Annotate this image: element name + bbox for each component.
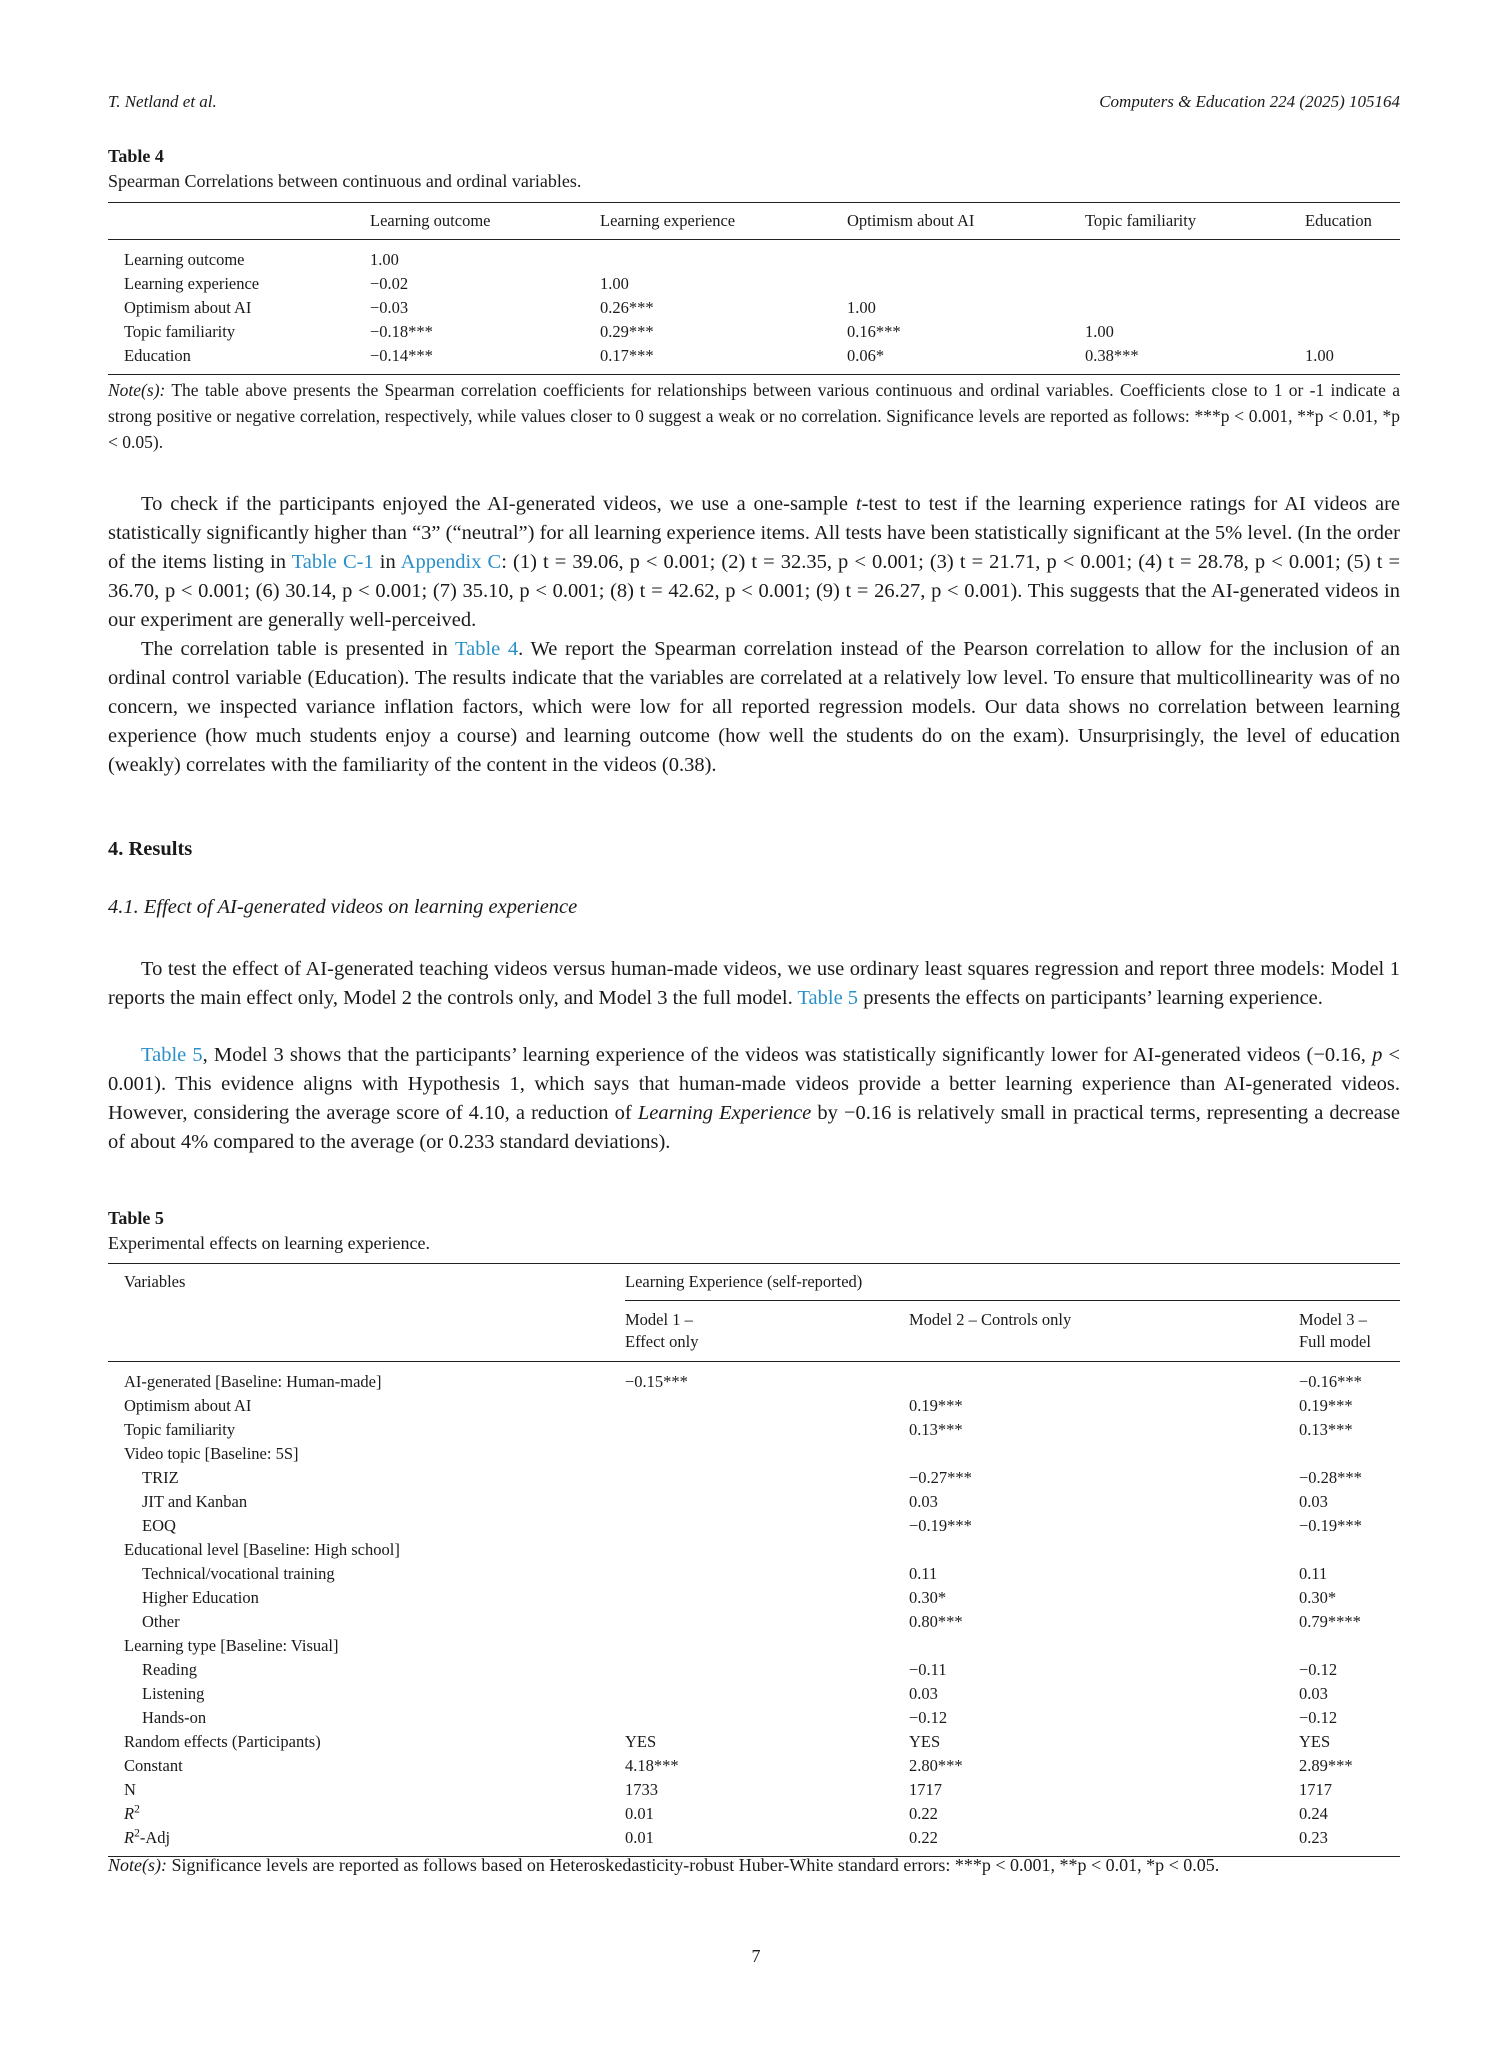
model1-line2: Effect only — [625, 1332, 699, 1351]
running-header — [108, 92, 1400, 112]
link-table5[interactable]: Table 5 — [797, 987, 859, 1009]
table5-cell: YES — [909, 1732, 941, 1751]
subsection-heading: 4.1. Effect of AI-generated videos on learning experience — [108, 896, 578, 918]
table5-cell: YES — [625, 1732, 657, 1751]
table5-row — [108, 1442, 1400, 1466]
model3-line1: Model 3 – — [1299, 1310, 1367, 1329]
table4-corner — [108, 203, 370, 240]
table5-cell — [625, 1394, 909, 1418]
table5-cell: 0.01 — [625, 1828, 654, 1847]
link-appendix-c[interactable]: Appendix C — [400, 551, 502, 573]
table4-note — [108, 377, 1400, 455]
table5-cell: 0.03 — [909, 1492, 938, 1511]
text-run: Learning Experience — [637, 1102, 812, 1124]
table5-cell — [909, 1442, 1299, 1466]
table5-row — [108, 1562, 1400, 1586]
table4-col-header: Optimism about AI — [847, 211, 975, 230]
paragraph-ttest — [108, 490, 1400, 635]
header-journal: Computers & Education 224 (2025) 105164 — [1099, 92, 1400, 111]
link-table-c1[interactable]: Table C-1 — [291, 551, 374, 573]
table5-model1-header — [625, 1301, 909, 1362]
table5-cell: 0.13*** — [909, 1420, 963, 1439]
table4-cell: 1.00 — [1085, 322, 1114, 341]
note-label: Note(s): — [108, 1855, 167, 1875]
table5-note — [108, 1852, 1400, 1879]
table4-cell: 0.17*** — [600, 346, 654, 365]
table5-cell — [909, 1634, 1299, 1658]
table4-cell — [1085, 296, 1305, 320]
table4-cell — [1305, 240, 1400, 273]
table4-cell: 0.16*** — [847, 322, 901, 341]
table4-cell — [1085, 240, 1305, 273]
table5-cell: 0.30* — [1299, 1588, 1337, 1607]
table5-cell: 2.89*** — [1299, 1756, 1353, 1775]
table5-row — [108, 1610, 1400, 1634]
table5-cell: 0.22 — [909, 1828, 938, 1847]
table5-cell: 0.19*** — [1299, 1396, 1353, 1415]
text-run: t — [855, 493, 862, 515]
text-run: To test the effect of AI-generated teaching videos versus human-made videos, we use ordinary least squares regression and report three models: Model 1 reports the main effect only, Model 2 the controls only, and Model 3 the full model. — [108, 958, 1400, 1009]
table5-cell: −0.12 — [909, 1708, 948, 1727]
text-run: , Model 3 shows that the participants’ learning experience of the videos was statistically significantly lower for AI-generated videos (−0.16, — [202, 1044, 1373, 1066]
note-label: Note(s): — [108, 380, 166, 400]
text-run: presents the effects on participants’ learning experience. — [858, 987, 1323, 1009]
table5-row — [108, 1730, 1400, 1754]
table5-row — [108, 1362, 1400, 1395]
paragraph-model3 — [108, 1041, 1400, 1157]
table5-row-label: Educational level [Baseline: High school] — [124, 1540, 400, 1559]
r2-symbol: R — [124, 1828, 135, 1847]
r2-symbol: R — [124, 1804, 135, 1823]
table5-cell: 4.18*** — [625, 1756, 679, 1775]
table5-cell: −0.16*** — [1299, 1372, 1362, 1391]
text-run: To check if the participants enjoyed the AI-generated videos, we use a one-sample — [141, 493, 856, 515]
table4-cell — [1085, 272, 1305, 296]
table4-row-label: Learning experience — [124, 274, 260, 293]
table5-cell — [625, 1562, 909, 1586]
table5-cell: 0.22 — [909, 1804, 938, 1823]
table4-row-label: Learning outcome — [124, 250, 245, 269]
table5-cell: 0.80*** — [909, 1612, 963, 1631]
table5-row — [108, 1778, 1400, 1802]
paragraph-correlation — [108, 635, 1400, 780]
table5-cell: −0.11 — [909, 1660, 947, 1679]
table4-cell — [847, 240, 1085, 273]
text-run: The correlation table is presented in — [141, 638, 456, 660]
page-number: 7 — [751, 1946, 761, 1966]
table5-row-label: Random effects (Participants) — [124, 1732, 321, 1751]
table5-cell: −0.27*** — [909, 1468, 972, 1487]
table5-row — [108, 1514, 1400, 1538]
table5-row-label: Technical/vocational training — [142, 1564, 335, 1583]
table4-row — [108, 272, 1400, 296]
table5-cell: −0.28*** — [1299, 1468, 1362, 1487]
table4-col-header: Learning experience — [600, 211, 736, 230]
table5-cell — [625, 1586, 909, 1610]
table5-cell: 0.19*** — [909, 1396, 963, 1415]
note-text: The table above presents the Spearman correlation coefficients for relationships between various continuous and ordinal variables. Coefficients close to 1 or -1 indicate a strong positive or negative correlation, respectively, while values closer to 0 suggest a weak or no correlation. Significance levels are reported as follows: ***p < 0.001, **p < 0.01, *p < 0.05). — [108, 380, 1400, 452]
r2-exponent: 2 — [134, 1803, 140, 1816]
table5-cell — [625, 1610, 909, 1634]
table5-cell — [625, 1418, 909, 1442]
table5-row-label: Reading — [142, 1660, 197, 1679]
table4-cell — [600, 240, 847, 273]
table5-row — [108, 1634, 1400, 1658]
table4-row — [108, 344, 1400, 375]
model3-line2: Full model — [1299, 1332, 1371, 1351]
text-run: -test to test if the learning experience ratings for AI videos are statistically significantly higher than “3” (“neutral”) for all learning experience items. All tests have been statistically significant at the 5% level. (In the order of the items listing in — [108, 493, 1400, 573]
table5-cell: 0.11 — [909, 1564, 938, 1583]
table4 — [108, 202, 1400, 375]
table5-row — [108, 1418, 1400, 1442]
table5-cell: 0.03 — [1299, 1684, 1328, 1703]
table5-row — [108, 1538, 1400, 1562]
table5-row-label: Other — [142, 1612, 180, 1631]
table4-col-header: Education — [1305, 211, 1372, 230]
table5-row — [108, 1586, 1400, 1610]
table4-row-label: Education — [124, 346, 191, 365]
table4-cell: −0.14*** — [370, 346, 433, 365]
table4-cell: 0.26*** — [600, 298, 654, 317]
table5-cell: −0.12 — [1299, 1660, 1338, 1679]
table4-row — [108, 240, 1400, 273]
table4-cell: 0.38*** — [1085, 346, 1139, 365]
note-text: Significance levels are reported as follows based on Heteroskedasticity-robust Huber-White standard errors: ***p < 0.001, **p < 0.01, *p < 0.05. — [166, 1855, 1220, 1875]
table5-label: Table 5 — [108, 1208, 164, 1228]
table4-cell: 0.06* — [847, 346, 885, 365]
table5-cell: 0.03 — [1299, 1492, 1328, 1511]
table4-cell: −0.18*** — [370, 322, 433, 341]
table4-cell: 1.00 — [847, 298, 876, 317]
table5-cell — [1299, 1442, 1400, 1466]
table5-cell: 0.01 — [625, 1804, 654, 1823]
text-run: < 0.001). This evidence aligns with Hypothesis 1, which says that human-made videos provide a better learning experience than AI-generated videos. However, considering the average score of 4.10, a reduction of — [108, 1044, 1401, 1124]
table5-cell — [625, 1682, 909, 1706]
table5-cell: 2.80*** — [909, 1756, 963, 1775]
section-heading: 4. Results — [108, 838, 193, 860]
table5-row — [108, 1754, 1400, 1778]
table5-header-row — [108, 1264, 1400, 1301]
table5-cell — [625, 1634, 909, 1658]
table5-cell: 1733 — [625, 1780, 658, 1799]
table5-cell: 0.30* — [909, 1588, 947, 1607]
table5-cell — [909, 1538, 1299, 1562]
table5-cell: 0.13*** — [1299, 1420, 1353, 1439]
table5-cell: 0.11 — [1299, 1564, 1328, 1583]
table5-row-label: Listening — [142, 1684, 205, 1703]
table5-row — [108, 1706, 1400, 1730]
table5-row — [108, 1466, 1400, 1490]
table5-cell — [625, 1658, 909, 1682]
table5-cell: −0.19*** — [1299, 1516, 1362, 1535]
table4-cell — [1305, 320, 1400, 344]
table5-cell — [625, 1490, 909, 1514]
table5-row — [108, 1490, 1400, 1514]
table4-cell — [1305, 272, 1400, 296]
table4-cell: 1.00 — [1305, 346, 1334, 365]
table4-col-header: Learning outcome — [370, 211, 491, 230]
table4-cell: 1.00 — [600, 274, 629, 293]
table4-label: Table 4 — [108, 146, 164, 166]
table5-row-label: EOQ — [142, 1516, 176, 1535]
table5-row-label: Constant — [124, 1756, 183, 1775]
table5-row-label: Hands-on — [142, 1708, 207, 1727]
table5-cell: 0.03 — [909, 1684, 938, 1703]
link-table4[interactable]: Table 4 — [455, 638, 519, 660]
table4-cell — [847, 272, 1085, 296]
table4-header-row — [108, 203, 1400, 240]
table5-cell — [625, 1514, 909, 1538]
model1-line1: Model 1 – — [625, 1310, 693, 1329]
table5-cell: 0.79**** — [1299, 1612, 1361, 1631]
table5-row-label — [108, 1802, 625, 1826]
table5-cell — [1299, 1634, 1400, 1658]
table4-row-label: Topic familiarity — [124, 322, 236, 341]
table5-row-label: Optimism about AI — [124, 1396, 252, 1415]
table5-cell — [625, 1466, 909, 1490]
table5-cell — [625, 1442, 909, 1466]
table5-row-label: AI-generated [Baseline: Human-made] — [124, 1372, 382, 1391]
table5-model2-header: Model 2 – Controls only — [909, 1310, 1072, 1329]
table5-row — [108, 1394, 1400, 1418]
table4-caption: Spearman Correlations between continuous and ordinal variables. — [108, 171, 582, 191]
table5-row — [108, 1682, 1400, 1706]
table5-row-r2 — [108, 1802, 1400, 1826]
table5-cell — [909, 1362, 1299, 1395]
table5-cell: YES — [1299, 1732, 1331, 1751]
text-run: p — [1372, 1044, 1383, 1066]
table5-row-label: Video topic [Baseline: 5S] — [124, 1444, 299, 1463]
table5-cell — [625, 1538, 909, 1562]
table5-cell: 1717 — [1299, 1780, 1332, 1799]
link-table5[interactable]: Table 5 — [141, 1044, 203, 1066]
paragraph-ols — [108, 955, 1400, 1013]
table4-row-label: Optimism about AI — [124, 298, 252, 317]
table5-cell: −0.19*** — [909, 1516, 972, 1535]
text-run: by −0.16 is relatively small in practical terms, representing a decrease of about 4% compared to the average (or 0.233 standard deviations). — [108, 1102, 1400, 1153]
table5-row-label: Topic familiarity — [124, 1420, 236, 1439]
table5 — [108, 1263, 1400, 1857]
text-run: . We report the Spearman correlation instead of the Pearson correlation to allow for the inclusion of an ordinal control variable (Education). The results indicate that the variables are correlated at a relatively low level. To ensure that multicollinearity was of no concern, we inspected variance inflation factors, which were low for all reported regression models. Our data shows no correlation between learning experience (how much students enjoy a course) and learning outcome (how well the students do on the exam). Unsurprisingly, the level of education (weakly) correlates with the familiarity of the content in the videos (0.38). — [108, 638, 1400, 776]
table5-cell: 0.24 — [1299, 1804, 1328, 1823]
table5-group-header: Learning Experience (self-reported) — [625, 1264, 1400, 1301]
table4-row — [108, 320, 1400, 344]
table5-row-label: Learning type [Baseline: Visual] — [124, 1636, 339, 1655]
table5-cell: 0.23 — [1299, 1828, 1328, 1847]
table5-row-label: Higher Education — [142, 1588, 259, 1607]
table4-row — [108, 296, 1400, 320]
r2-exponent: 2 — [134, 1827, 140, 1840]
table4-cell: −0.02 — [370, 274, 409, 293]
table5-cell: −0.15*** — [625, 1372, 688, 1391]
table5-row-label: JIT and Kanban — [142, 1492, 248, 1511]
r2adj-suffix: -Adj — [139, 1828, 171, 1847]
table5-cell — [1299, 1538, 1400, 1562]
table4-col-header: Topic familiarity — [1085, 211, 1197, 230]
table5-cell: 1717 — [909, 1780, 942, 1799]
table5-row — [108, 1658, 1400, 1682]
table5-model3-header — [1299, 1301, 1400, 1362]
table5-row-label: N — [124, 1780, 136, 1799]
table4-cell: 1.00 — [370, 250, 399, 269]
table5-row-label: TRIZ — [142, 1468, 179, 1487]
table5-caption: Experimental effects on learning experience. — [108, 1233, 431, 1253]
table4-cell: −0.03 — [370, 298, 409, 317]
text-run: in — [373, 551, 401, 573]
text-run: : (1) t = 39.06, p < 0.001; (2) t = 32.35, p < 0.001; (3) t = 21.71, p < 0.001; (4) t = 28.78, p < 0.001; (5) t = 36.70, p < 0.001; (6) 30.14, p < 0.001; (7) 35.10, p < 0.001; (8) t = 42.62, p < 0.001; (9) t = 26.27, p < 0.001). This suggests that the AI-generated videos in our experiment are generally well-perceived. — [108, 551, 1401, 631]
table5-cell — [625, 1706, 909, 1730]
table4-cell — [1305, 296, 1400, 320]
table5-variables-header: Variables — [124, 1272, 186, 1291]
table5-cell: −0.12 — [1299, 1708, 1338, 1727]
table4-cell: 0.29*** — [600, 322, 654, 341]
header-authors: T. Netland et al. — [108, 92, 217, 111]
